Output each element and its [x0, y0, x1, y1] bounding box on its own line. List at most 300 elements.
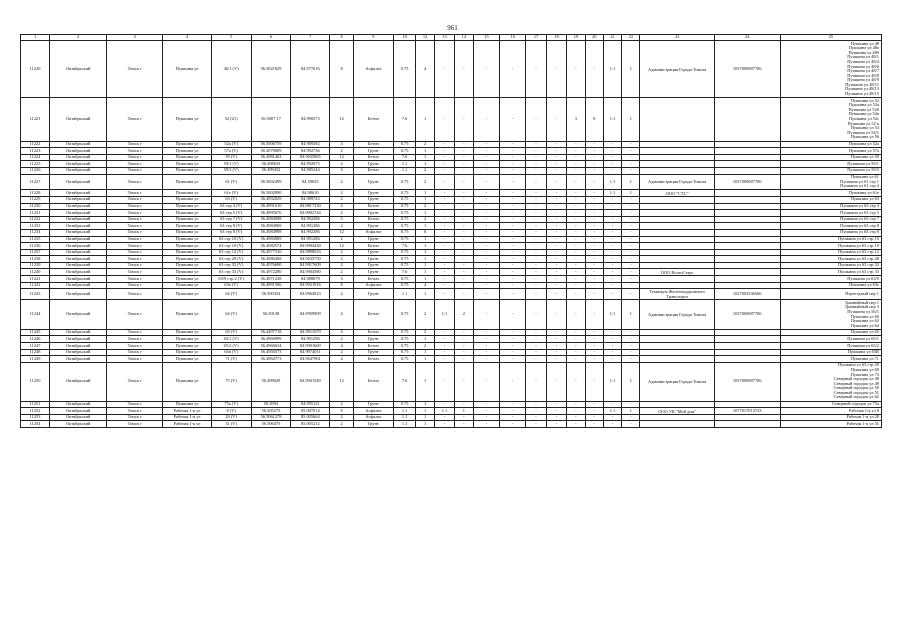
cell-house: 57а (V)	[211, 148, 251, 155]
address-line: Пушкина ул 62	[850, 318, 879, 324]
cell-c18: -	[546, 276, 566, 283]
cell-c17: -	[526, 300, 546, 330]
cell-c14: -	[455, 203, 473, 210]
cell-city: Томск г	[107, 174, 163, 190]
cell-cnt: 1	[416, 421, 434, 428]
table-row	[21, 401, 882, 408]
cell-c18: -	[546, 161, 566, 168]
cell-c21: -	[603, 210, 621, 217]
cell-c19: -	[567, 421, 585, 428]
cell-district: Октябрьский	[50, 41, 107, 98]
cell-c21: -	[603, 421, 621, 428]
cell-c17: -	[526, 336, 546, 343]
cell-c22: -	[622, 336, 640, 343]
cell-c15: -	[473, 229, 500, 236]
cell-street: Пушкина ул	[163, 336, 211, 343]
address-line: Пушкина ул 61е	[848, 189, 879, 195]
address-line: Пушкина ул 63 стр 12	[837, 249, 879, 255]
cell-vol: 7.6	[393, 362, 416, 401]
cell-c17: -	[526, 356, 546, 363]
cell-c16: -	[500, 167, 526, 174]
cell-vol: 1.1	[393, 161, 416, 168]
cell-area: 4	[330, 300, 354, 330]
cell-c22: -	[622, 343, 640, 350]
cell-c22: -	[622, 249, 640, 256]
cell-vol: 0.75	[393, 356, 416, 363]
cell-id: 11252	[21, 408, 50, 415]
table-row	[21, 141, 882, 148]
cell-addresses	[780, 243, 881, 250]
cell-c14: -	[455, 289, 473, 300]
cell-city: Томск г	[107, 243, 163, 250]
address-line: Рабочая 1-я ул 29	[846, 414, 879, 420]
cell-addresses	[780, 408, 881, 415]
table-row	[21, 362, 882, 401]
table-row	[21, 329, 882, 336]
cell-id: 11224	[21, 154, 50, 161]
column-number-6: 6	[251, 35, 291, 41]
cell-id: 11254	[21, 421, 50, 428]
cell-addresses	[780, 329, 881, 336]
cell-city: Томск г	[107, 190, 163, 197]
address-line: Пушкина ул 63 стр 10	[837, 242, 879, 248]
cell-vol: 0.75	[393, 196, 416, 203]
cell-owner	[640, 356, 714, 363]
cell-c21: -	[603, 329, 621, 336]
cell-lon: 85.005212	[291, 421, 330, 428]
cell-c17: -	[526, 256, 546, 263]
cell-house: 63 стр 28 (V)	[211, 256, 251, 263]
cell-cnt: 1	[416, 98, 434, 141]
cell-district: Октябрьский	[50, 269, 107, 276]
cell-id: 11242	[21, 282, 50, 289]
cell-lat: 56.4497718	[251, 329, 291, 336]
column-number-9: 9	[353, 35, 393, 41]
cell-addresses	[780, 236, 881, 243]
cell-ogrn	[714, 243, 780, 250]
cell-c15: -	[473, 269, 500, 276]
cell-c17: -	[526, 154, 546, 161]
cell-c18: -	[546, 196, 566, 203]
cell-area: 5	[330, 216, 354, 223]
cell-vol: 0.75	[393, 300, 416, 330]
cell-c22: 1	[622, 190, 640, 197]
cell-c17: -	[526, 148, 546, 155]
table-row	[21, 167, 882, 174]
cell-cnt: 1	[416, 161, 434, 168]
column-number-24: 24	[714, 35, 780, 41]
table-row	[21, 196, 882, 203]
cell-c13: -	[434, 401, 454, 408]
cell-house: 63 стр 5 (V)	[211, 210, 251, 217]
cell-c13: -	[434, 148, 454, 155]
cell-c21: -	[603, 282, 621, 289]
cell-ogrn: 1037000087706	[714, 174, 780, 190]
cell-vol: 1.1	[393, 289, 416, 300]
cell-owner: Администрация Города Томска	[640, 300, 714, 330]
address-line: Пушкина ул 63 стр 10	[837, 236, 879, 241]
cell-c16: -	[500, 356, 526, 363]
cell-addresses	[780, 41, 881, 98]
cell-area: 12	[330, 243, 354, 250]
cell-c21: -	[603, 141, 621, 148]
cell-owner	[640, 401, 714, 408]
cell-c21: -	[603, 401, 621, 408]
cell-house: 65 (V)	[211, 329, 251, 336]
cell-c21: -	[603, 336, 621, 343]
cell-c14: -	[455, 249, 473, 256]
cell-vol: 1.1	[393, 167, 416, 174]
cell-c19: -	[567, 203, 585, 210]
cell-c15: -	[473, 174, 500, 190]
cell-street: Пушкина ул	[163, 282, 211, 289]
cell-lon: 84.992286	[291, 229, 330, 236]
table-row	[21, 161, 882, 168]
cell-lon: 84.9904580	[291, 269, 330, 276]
cell-c16: -	[500, 98, 526, 141]
cell-cnt: 1	[416, 356, 434, 363]
cell-c15: -	[473, 408, 500, 415]
cell-district: Октябрьский	[50, 356, 107, 363]
cell-lon: 84.9941549	[291, 362, 330, 401]
cell-id: 11249	[21, 356, 50, 363]
cell-c14: -	[455, 343, 473, 350]
cell-house: 61 (V)	[211, 174, 251, 190]
address-line: Пушкина ул 48а	[848, 45, 879, 51]
cell-c13: -	[434, 167, 454, 174]
cell-lon: 84.98610	[291, 190, 330, 197]
address-line: Пушкина ул 48/9	[847, 77, 879, 83]
cell-c13: -	[434, 414, 454, 421]
cell-c21: -	[603, 216, 621, 223]
cell-c18: -	[546, 236, 566, 243]
cell-c15: -	[473, 236, 500, 243]
cell-c20: -	[585, 300, 603, 330]
cell-c14: 2	[455, 300, 473, 330]
address-line: Северный городок ул 51	[833, 389, 879, 395]
cell-ogrn	[714, 216, 780, 223]
cell-city: Томск г	[107, 269, 163, 276]
cell-lat: 56.4977316	[251, 249, 291, 256]
cell-c16: -	[500, 289, 526, 300]
address-line: Пушкина ул 63 стр 5	[840, 209, 879, 215]
cell-c15: -	[473, 282, 500, 289]
cell-c18: -	[546, 174, 566, 190]
cell-lon: 84.988679	[291, 276, 330, 283]
cell-ogrn	[714, 282, 780, 289]
cell-ogrn	[714, 229, 780, 236]
cell-addresses	[780, 282, 881, 289]
cell-district: Октябрьский	[50, 98, 107, 141]
cell-ogrn	[714, 203, 780, 210]
cell-area: 2	[330, 289, 354, 300]
cell-vol: 0.75	[393, 203, 416, 210]
cell-c20: -	[585, 196, 603, 203]
cell-cnt: 1	[416, 289, 434, 300]
cell-c18: -	[546, 349, 566, 356]
cell-cnt: 1	[416, 262, 434, 269]
cell-c16: -	[500, 223, 526, 230]
cell-c21: -	[603, 223, 621, 230]
address-line: Пушкина ул 48/7	[847, 68, 879, 74]
cell-owner	[640, 210, 714, 217]
cell-street: Рабочая 1-я ул	[163, 414, 211, 421]
column-number-23: 23	[640, 35, 714, 41]
table-row	[21, 421, 882, 428]
cell-area: 2	[330, 190, 354, 197]
cell-c17: -	[526, 276, 546, 283]
cell-cnt: 2	[416, 174, 434, 190]
cell-c14: -	[455, 161, 473, 168]
cell-house: 75а (V)	[211, 401, 251, 408]
cell-district: Октябрьский	[50, 203, 107, 210]
cell-house: 63 (V)	[211, 196, 251, 203]
cell-c19: -	[567, 408, 585, 415]
cell-c17: -	[526, 249, 546, 256]
cell-c19: -	[567, 414, 585, 421]
cell-c20: -	[585, 216, 603, 223]
cell-c13: -	[434, 282, 454, 289]
cell-city: Томск г	[107, 336, 163, 343]
cell-c15: -	[473, 216, 500, 223]
cell-c22: 1	[622, 98, 640, 141]
cell-id: 11232	[21, 216, 50, 223]
cell-ogrn	[714, 356, 780, 363]
cell-c21: -	[603, 167, 621, 174]
cell-id: 11228	[21, 190, 50, 197]
cell-lon: 84.989743	[291, 196, 330, 203]
cell-surface: Бетон	[353, 300, 393, 330]
cell-city: Томск г	[107, 343, 163, 350]
cell-vol: 0.75	[393, 256, 416, 263]
cell-owner	[640, 98, 714, 141]
cell-c18: -	[546, 401, 566, 408]
cell-id: 11221	[21, 98, 50, 141]
cell-c14: -	[455, 401, 473, 408]
cell-c16: -	[500, 141, 526, 148]
cell-id: 11234	[21, 229, 50, 236]
address-line: Пушкина ул 71	[850, 355, 879, 361]
cell-c16: -	[500, 229, 526, 236]
cell-c17: -	[526, 141, 546, 148]
cell-c17: -	[526, 401, 546, 408]
cell-c20: -	[585, 167, 603, 174]
cell-c20: -	[585, 408, 603, 415]
cell-c15: -	[473, 256, 500, 263]
cell-c22: -	[622, 203, 640, 210]
cell-surface: Асфальт	[353, 414, 393, 421]
cell-owner	[640, 154, 714, 161]
cell-owner	[640, 216, 714, 223]
cell-c17: -	[526, 421, 546, 428]
cell-district: Октябрьский	[50, 276, 107, 283]
cell-lat: 56.4960999	[251, 336, 291, 343]
cell-district: Октябрьский	[50, 190, 107, 197]
cell-c22: -	[622, 282, 640, 289]
address-line: Пушкина ул 59/1	[847, 160, 879, 166]
cell-c13: -	[434, 203, 454, 210]
cell-c16: -	[500, 421, 526, 428]
cell-owner	[640, 148, 714, 155]
cell-c16: -	[500, 196, 526, 203]
cell-city: Томск г	[107, 421, 163, 428]
cell-owner	[640, 262, 714, 269]
cell-c13: -	[434, 41, 454, 98]
cell-street: Пушкина ул	[163, 216, 211, 223]
cell-lon: 84.9974011	[291, 349, 330, 356]
column-number-8: 8	[330, 35, 354, 41]
cell-id: 11244	[21, 300, 50, 330]
cell-c17: -	[526, 203, 546, 210]
cell-area: 12	[330, 229, 354, 236]
cell-city: Томск г	[107, 282, 163, 289]
cell-house: 63 стр 7 (V)	[211, 216, 251, 223]
cell-c22: -	[622, 196, 640, 203]
cell-ogrn	[714, 276, 780, 283]
cell-ogrn	[714, 414, 780, 421]
cell-addresses	[780, 421, 881, 428]
cell-c17: -	[526, 408, 546, 415]
cell-house: 63/9 стр 2 (V)	[211, 276, 251, 283]
cell-street: Пушкина ул	[163, 203, 211, 210]
table-row	[21, 414, 882, 421]
cell-lat: 56.4979009	[251, 148, 291, 155]
cell-district: Октябрьский	[50, 141, 107, 148]
cell-c21: -	[603, 262, 621, 269]
cell-city: Томск г	[107, 203, 163, 210]
cell-street: Пушкина ул	[163, 276, 211, 283]
cell-vol: 0.75	[393, 174, 416, 190]
cell-c14: -	[455, 414, 473, 421]
cell-surface: Бетон	[353, 362, 393, 401]
cell-vol: 0.75	[393, 190, 416, 197]
cell-street: Рабочая 1-я ул	[163, 408, 211, 415]
cell-lat: 56.4994	[251, 401, 291, 408]
cell-lon: 84.991296	[291, 336, 330, 343]
table-row	[21, 223, 882, 230]
cell-id: 11243	[21, 289, 50, 300]
cell-c18: -	[546, 141, 566, 148]
cell-id: 11233	[21, 223, 50, 230]
cell-district: Октябрьский	[50, 167, 107, 174]
cell-city: Томск г	[107, 401, 163, 408]
cell-lat: 56.4991610	[251, 203, 291, 210]
cell-c13: -	[434, 229, 454, 236]
cell-surface: Грунт	[353, 190, 393, 197]
cell-owner	[640, 223, 714, 230]
cell-c20: -	[585, 343, 603, 350]
cell-surface: Бетон	[353, 243, 393, 250]
cell-surface: Бетон	[353, 98, 393, 141]
cell-c14: -	[455, 41, 473, 98]
cell-surface: Бетон	[353, 203, 393, 210]
address-line: Пушкина ул 52г	[848, 116, 879, 122]
cell-ogrn	[714, 401, 780, 408]
cell-vol: 0.75	[393, 216, 416, 223]
cell-c20: -	[585, 174, 603, 190]
cell-surface: Бетон	[353, 154, 393, 161]
cell-c22: 1	[622, 174, 640, 190]
cell-lon: 84.9817230	[291, 203, 330, 210]
address-line: Пушкина ул 56	[850, 134, 879, 140]
cell-lon: 84.9902744	[291, 210, 330, 217]
cell-c18: -	[546, 262, 566, 269]
cell-c21: 1.1	[603, 300, 621, 330]
cell-ogrn	[714, 421, 780, 428]
cell-cnt: 1	[416, 276, 434, 283]
address-line: Пушкина ул 52 к	[847, 120, 879, 126]
cell-c20: -	[585, 336, 603, 343]
cell-c19: -	[567, 190, 585, 197]
cell-owner: ООО ВолгоСтарс	[640, 269, 714, 276]
cell-c13: -	[434, 343, 454, 350]
cell-owner: Администрация Города Томска	[640, 362, 714, 401]
cell-district: Октябрьский	[50, 421, 107, 428]
cell-vol: 1.1	[393, 421, 416, 428]
cell-owner	[640, 343, 714, 350]
cell-c17: -	[526, 362, 546, 401]
cell-c16: -	[500, 269, 526, 276]
cell-district: Октябрьский	[50, 289, 107, 300]
cell-id: 11248	[21, 349, 50, 356]
cell-cnt: 1	[416, 401, 434, 408]
cell-street: Пушкина ул	[163, 210, 211, 217]
cell-c15: -	[473, 336, 500, 343]
column-number-13: 13	[434, 35, 454, 41]
cell-lat: 56.5061278	[251, 414, 291, 421]
cell-ogrn	[714, 249, 780, 256]
cell-house: 65/1 (V)	[211, 336, 251, 343]
cell-c13: -	[434, 236, 454, 243]
cell-city: Томск г	[107, 414, 163, 421]
cell-addresses	[780, 196, 881, 203]
address-line: Пушкина ул 52	[850, 97, 879, 103]
cell-c18: -	[546, 148, 566, 155]
cell-ogrn	[714, 154, 780, 161]
cell-house: 63 стр 4 (V)	[211, 203, 251, 210]
cell-c17: -	[526, 343, 546, 350]
cell-lon: 84.989382	[291, 141, 330, 148]
cell-surface: Асфальт	[353, 282, 393, 289]
cell-c16: -	[500, 210, 526, 217]
cell-c14: -	[455, 362, 473, 401]
cell-c14: -	[455, 282, 473, 289]
cell-addresses	[780, 356, 881, 363]
cell-c20: -	[585, 414, 603, 421]
cell-c13: -	[434, 336, 454, 343]
cell-surface: Грунт	[353, 249, 393, 256]
cell-c14: -	[455, 141, 473, 148]
cell-id: 11222	[21, 141, 50, 148]
cell-c19: -	[567, 243, 585, 250]
address-line: Пушкина ул 61 стр 4	[840, 183, 879, 189]
cell-c22: -	[622, 148, 640, 155]
cell-area: 4	[330, 141, 354, 148]
cell-c22: -	[622, 256, 640, 263]
cell-area: 4	[330, 329, 354, 336]
cell-street: Пушкина ул	[163, 190, 211, 197]
cell-vol: 7.6	[393, 269, 416, 276]
cell-owner	[640, 167, 714, 174]
cell-c18: -	[546, 216, 566, 223]
cell-owner: Администрация Города Томска	[640, 41, 714, 98]
cell-c16: -	[500, 249, 526, 256]
address-line: Пушкина ул 63 стр 8	[840, 229, 879, 235]
cell-c13: -	[434, 256, 454, 263]
cell-c15: -	[473, 98, 500, 141]
cell-c21: 1.1	[603, 174, 621, 190]
cell-addresses	[780, 141, 881, 148]
